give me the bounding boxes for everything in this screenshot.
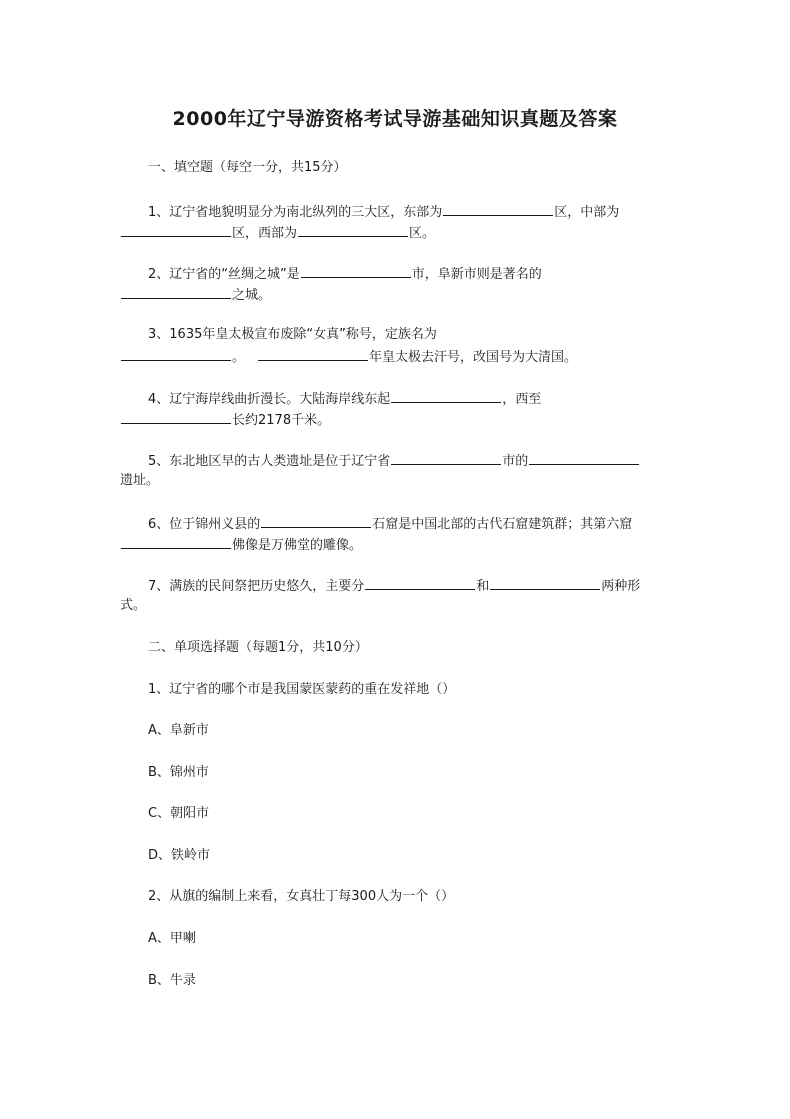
question-2-line-2: [120, 286, 271, 304]
question-text: 两种形: [601, 579, 641, 594]
choice-option-d[interactable]: D、铁岭市: [148, 848, 211, 863]
question-text: 和: [476, 579, 490, 594]
answer-blank[interactable]: [391, 390, 501, 403]
question-2-line-1: [148, 265, 542, 283]
question-4-line-2: [120, 411, 330, 429]
question-text: 石窟是中国北部的古代石窟建筑群；其第六窟: [372, 517, 633, 532]
question-1-line-1: [148, 203, 619, 221]
answer-blank[interactable]: [121, 224, 231, 237]
question-3-line-1: [148, 327, 437, 343]
answer-blank[interactable]: [121, 411, 231, 424]
question-text: 式。: [120, 598, 147, 613]
section-heading-fill-in: 一、填空题（每空一分，共15分）: [148, 160, 347, 175]
question-4-line-1: [148, 390, 541, 408]
choice-option-a[interactable]: A、甲喇: [148, 931, 196, 946]
answer-blank[interactable]: [365, 577, 475, 590]
question-3-line-2: [120, 348, 577, 366]
answer-blank[interactable]: [261, 515, 371, 528]
question-7-line-2: [120, 598, 146, 614]
question-text: 1、辽宁省地貌明显分为南北纵列的三大区，东部为: [148, 205, 443, 220]
choice-option-b[interactable]: B、锦州市: [148, 765, 209, 780]
choice-option-a[interactable]: A、阜新市: [148, 723, 209, 738]
question-1-line-2: [120, 224, 435, 242]
answer-blank[interactable]: [443, 203, 553, 216]
answer-blank[interactable]: [298, 224, 408, 237]
question-text: 市，阜新市则是著名的: [411, 267, 542, 282]
answer-blank[interactable]: [121, 286, 231, 299]
question-text: 3、1635年皇太极宣布废除“女真”称号，定族名为: [148, 327, 437, 342]
answer-blank[interactable]: [258, 348, 368, 361]
choice-option-b[interactable]: B、牛录: [148, 973, 196, 988]
question-text: 7、满族的民间祭把历史悠久，主要分: [148, 579, 365, 594]
question-5-line-2: [120, 473, 159, 489]
answer-blank[interactable]: [529, 452, 639, 465]
question-text: 佛像是万佛堂的雕像。: [232, 538, 363, 553]
question-text: 遗址。: [120, 473, 160, 488]
question-text: 市的: [502, 454, 529, 469]
question-5-line-1: [148, 452, 640, 470]
question-7-line-1: [148, 577, 640, 595]
question-text: 长约2178千米。: [232, 413, 331, 428]
question-6-line-1: [148, 515, 632, 533]
section-heading-single-choice: 二、单项选择题（每题1分，共10分）: [148, 640, 368, 655]
question-text: 6、位于锦州义县的: [148, 517, 261, 532]
choice-option-c[interactable]: C、朝阳市: [148, 806, 210, 821]
answer-blank[interactable]: [301, 265, 411, 278]
document-title: 2000年辽宁导游资格考试导游基础知识真题及答案: [172, 108, 618, 130]
answer-blank[interactable]: [391, 452, 501, 465]
question-text: 区，西部为: [232, 226, 298, 241]
answer-blank[interactable]: [490, 577, 600, 590]
question-text: 区。: [409, 226, 436, 241]
choice-question-2-stem: 2、从旗的编制上来看，女真壮丁每300人为一个（）: [148, 889, 455, 904]
question-text: 2、辽宁省的“丝绸之城”是: [148, 267, 300, 282]
question-6-line-2: [120, 536, 362, 554]
question-text: 区，中部为: [554, 205, 620, 220]
question-text: 4、辽宁海岸线曲折漫长。大陆海岸线东起: [148, 392, 391, 407]
question-text: 年皇太极去汗号，改国号为大清国。: [369, 350, 578, 365]
question-text: ，西至: [502, 392, 542, 407]
choice-question-1-stem: 1、辽宁省的哪个市是我国蒙医蒙药的重在发祥地（）: [148, 682, 456, 697]
question-text: 。: [232, 350, 246, 365]
answer-blank[interactable]: [121, 536, 231, 549]
answer-blank[interactable]: [121, 348, 231, 361]
question-text: 之城。: [232, 288, 272, 303]
question-text: 5、东北地区早的古人类遗址是位于辽宁省: [148, 454, 391, 469]
